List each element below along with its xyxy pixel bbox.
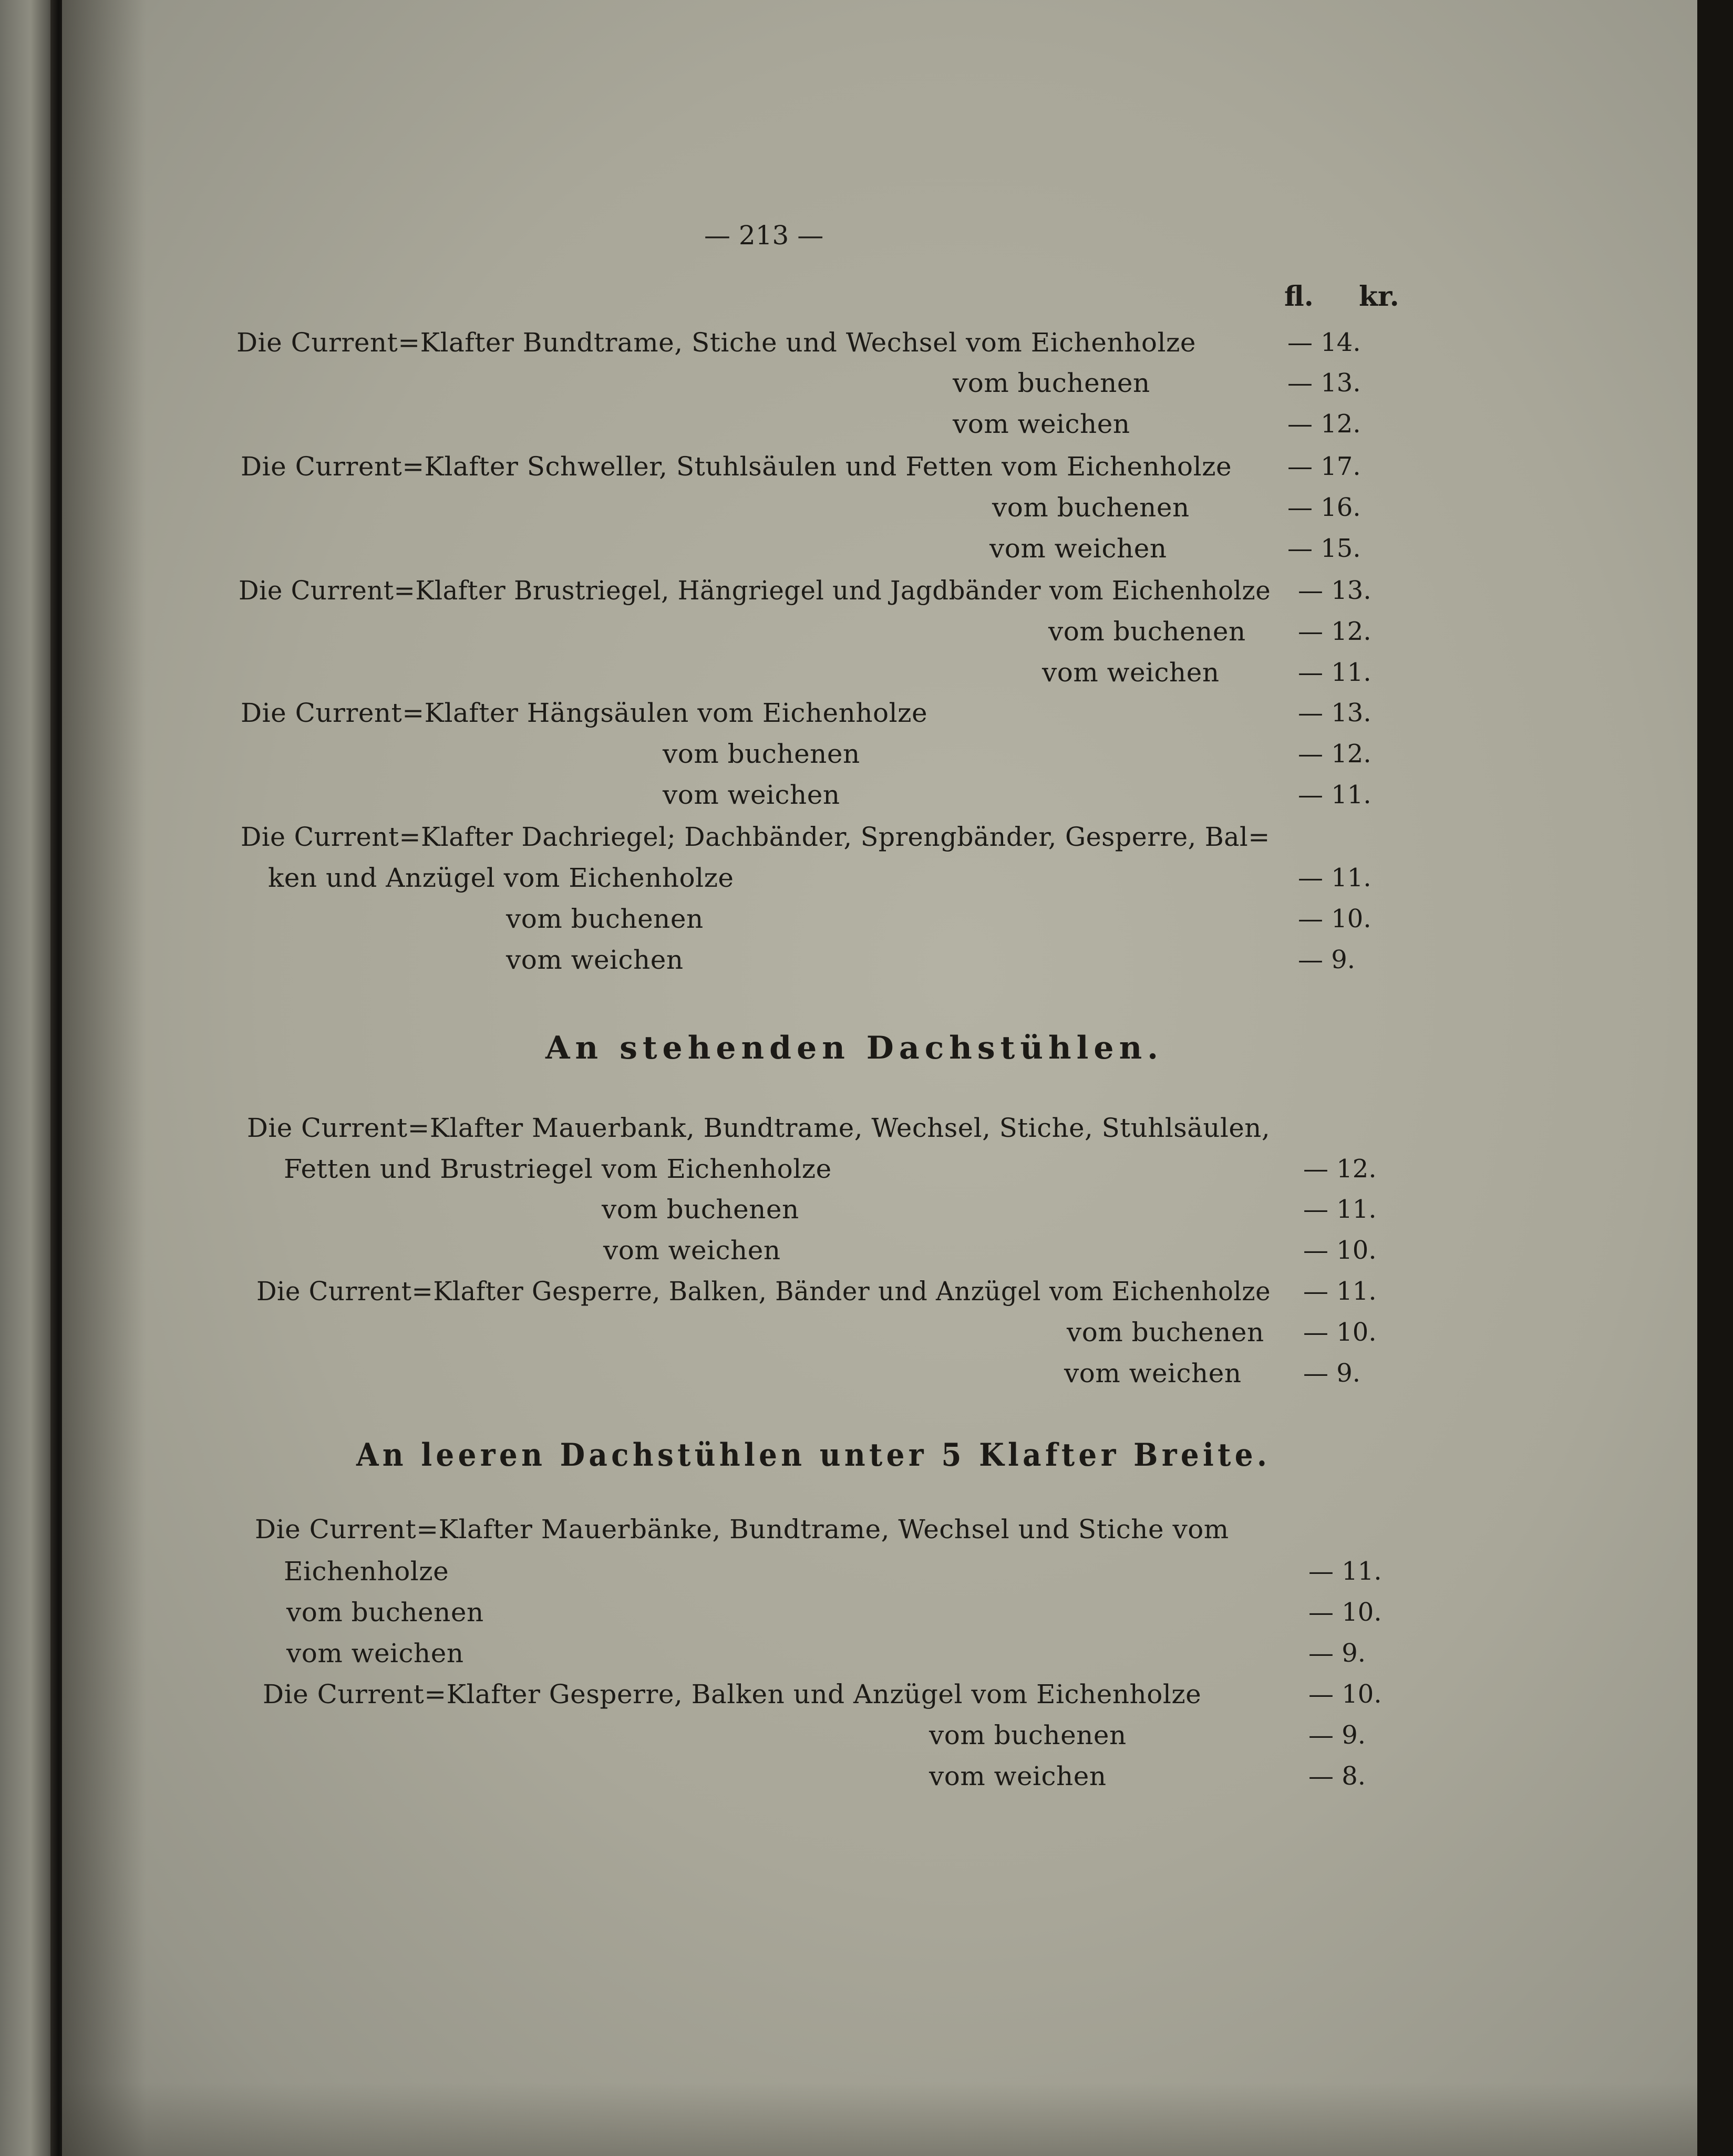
entry-text: Eichenholze [284, 1556, 449, 1587]
page-bottom-shade [62, 2082, 1697, 2156]
entry-text: vom weichen [929, 1761, 1107, 1791]
entry-price: — 11. [1303, 1195, 1377, 1224]
entry-price: — 13. [1287, 368, 1361, 398]
entry-text: Die Current=Klafter Mauerbänke, Bundtrame, Wechsel und Stiche vom [255, 1514, 1229, 1545]
entry-text: vom weichen [1064, 1358, 1242, 1388]
entry-text: vom buchenen [1067, 1317, 1264, 1348]
entry-price: — 10. [1303, 1236, 1377, 1265]
entry-text: Die Current=Klafter Bundtrame, Stiche und Wechsel vom Eichenholze [236, 327, 1196, 358]
column-header-fl: fl. [1284, 281, 1314, 313]
entry-price: — 13. [1298, 698, 1371, 728]
entry-text: vom buchenen [1048, 616, 1246, 647]
entry-price: — 11. [1308, 1557, 1382, 1586]
entry-price: — 10. [1308, 1680, 1382, 1709]
entry-text: vom weichen [663, 780, 840, 810]
entry-price: — 9. [1298, 945, 1356, 975]
entry-price: — 14. [1287, 328, 1361, 357]
entry-text: vom buchenen [286, 1597, 484, 1628]
entry-text: vom weichen [506, 945, 684, 975]
entry-price: — 8. [1308, 1761, 1366, 1791]
entry-price: — 15. [1287, 534, 1361, 563]
entry-text: Die Current=Klafter Hängsäulen vom Eichenholze [241, 698, 928, 728]
page [62, 0, 1697, 2156]
entry-text: vom weichen [989, 533, 1167, 564]
entry-text: ken und Anzügel vom Eichenholze [268, 863, 734, 893]
entry-price: — 10. [1308, 1598, 1382, 1627]
entry-price: — 12. [1303, 1154, 1377, 1184]
entry-price: — 9. [1303, 1359, 1361, 1388]
entry-text: Die Current=Klafter Gesperre, Balken und Anzügel vom Eichenholze [263, 1679, 1202, 1709]
page-number: — 213 — [704, 220, 824, 251]
column-header-kr: kr. [1359, 281, 1399, 313]
entry-text: Fetten und Brustriegel vom Eichenholze [284, 1154, 832, 1184]
entry-text: vom buchenen [663, 739, 860, 769]
entry-price: — 12. [1298, 617, 1371, 646]
entry-text: vom buchenen [929, 1720, 1127, 1750]
entry-text: vom buchenen [953, 368, 1150, 398]
entry-price: — 12. [1287, 409, 1361, 439]
entry-text: vom weichen [286, 1638, 464, 1668]
entry-price: — 11. [1298, 780, 1371, 810]
entry-text: vom buchenen [506, 904, 704, 934]
entry-price: — 13. [1298, 576, 1371, 605]
entry-price: — 12. [1298, 739, 1371, 769]
entry-text: Die Current=Klafter Mauerbank, Bundtrame, Wechsel, Stiche, Stuhlsäulen, [247, 1113, 1271, 1143]
entry-text: vom weichen [603, 1235, 781, 1266]
entry-text: vom buchenen [602, 1194, 799, 1225]
section-heading: An stehenden Dachstühlen. [545, 1030, 1164, 1066]
entry-price: — 17. [1287, 452, 1361, 481]
entry-text: Die Current=Klafter Gesperre, Balken, Bänder und Anzügel vom Eichenholze [256, 1276, 1271, 1307]
entry-price: — 11. [1298, 863, 1371, 893]
entry-text: vom weichen [1042, 657, 1220, 688]
entry-text: Die Current=Klafter Brustriegel, Hängriegel und Jagdbänder vom Eichenholze [239, 575, 1271, 606]
section-heading: An leeren Dachstühlen unter 5 Klafter Breite. [356, 1437, 1271, 1474]
entry-text: Die Current=Klafter Dachriegel; Dachbänder, Sprengbänder, Gesperre, Bal= [241, 822, 1270, 852]
entry-price: — 10. [1298, 904, 1371, 934]
entry-price: — 9. [1308, 1639, 1366, 1668]
entry-price: — 10. [1303, 1318, 1377, 1347]
page-shadow [62, 0, 146, 2156]
entry-price: — 9. [1308, 1720, 1366, 1750]
entry-text: vom weichen [953, 409, 1130, 439]
left-page-edge [0, 0, 55, 2156]
entry-price: — 11. [1303, 1277, 1377, 1306]
entry-text: Die Current=Klafter Schweller, Stuhlsäulen und Fetten vom Eichenholze [241, 451, 1232, 482]
entry-text: vom buchenen [992, 492, 1190, 523]
entry-price: — 11. [1298, 658, 1371, 687]
entry-price: — 16. [1287, 493, 1361, 522]
